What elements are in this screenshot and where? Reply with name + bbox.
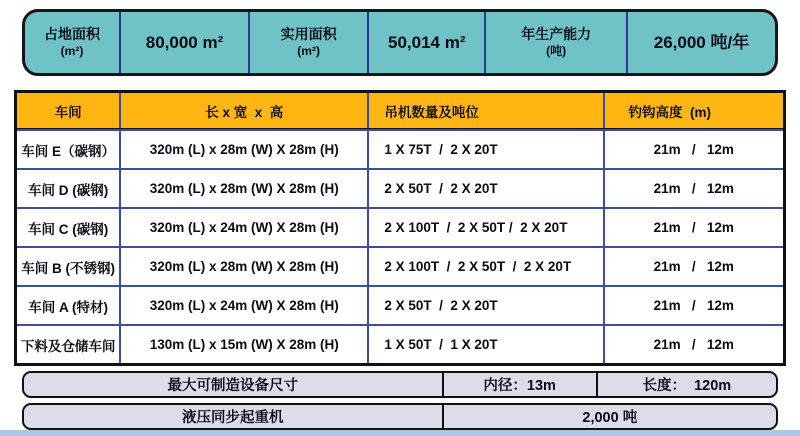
stat-label-annual-capacity [486,12,628,73]
header-cranes: 吊机数量及吨位 [369,93,604,128]
table-row [17,129,783,168]
workshop-dimensions: 320m (L) x 24m (W) X 28m (H) [121,209,369,246]
table-row [17,246,783,285]
workshop-cranes: 2 X 100T / 2 X 50T / 2 X 20T [369,209,604,246]
workshop-name: 车间 C (碳钢) [17,209,121,246]
table-row [17,207,783,246]
stat-label-line1: 实用面积 [280,26,337,43]
workshop-cranes: 1 X 75T / 2 X 20T [369,131,604,168]
workshop-name: 车间 A (特材) [17,287,121,324]
header-workshop: 车间 [17,93,121,128]
workshop-cranes: 2 X 50T / 2 X 20T [369,287,604,324]
workshop-dimensions: 320m (L) x 28m (W) X 28m (H) [121,248,369,285]
workshop-dimensions: 320m (L) x 28m (W) X 28m (H) [121,131,369,168]
stat-label-site-area [25,12,121,73]
stat-value: 80,000 m² [145,32,224,52]
stat-value: 50,014 m² [388,32,466,52]
header-dimensions: 长 x 宽 x 高 [121,93,369,128]
workshop-name: 车间 B (不锈钢) [17,248,121,285]
workshop-cranes: 2 X 50T / 2 X 20T [369,170,604,207]
stat-label-usable-area [250,12,369,73]
stat-value-usable-area [369,12,486,73]
workshop-dimensions: 130m (L) x 15m (W) X 28m (H) [121,326,369,363]
max-equipment-bar [22,371,778,398]
table-row [17,324,783,363]
workshop-dimensions: 320m (L) x 24m (W) X 28m (H) [121,287,369,324]
site-stats-band [22,9,778,76]
stat-value: 26,000 吨/年 [653,32,750,52]
table-row [17,168,783,207]
hydraulic-crane-capacity: 2,000 吨 [582,410,638,426]
table-header-row [17,93,783,129]
stat-label-line1: 占地面积 [44,26,100,43]
workshop-hook-height: 21m / 12m [653,142,734,157]
stat-value-annual-capacity [628,12,775,73]
workshop-hook-height: 21m / 12m [653,337,734,352]
workshop-name: 车间 D (碳钢) [17,170,121,207]
stat-label-line2: (m²) [60,43,84,58]
header-hook-height: 钓钩高度 (m) [628,104,711,120]
max-equipment-inner-diameter: 内径：13m [444,373,598,396]
workshop-cranes: 2 X 100T / 2 X 50T / 2 X 20T [369,248,604,285]
workshop-name: 下料及仓储车间 [17,326,121,363]
workshop-cranes: 1 X 50T / 1 X 20T [369,326,604,363]
workshop-hook-height: 21m / 12m [653,298,734,313]
workshop-hook-height: 21m / 12m [653,259,734,274]
workshop-name: 车间 E（碳钢） [17,131,121,168]
max-equipment-label: 最大可制造设备尺寸 [24,373,444,396]
table-row [17,285,783,324]
stat-value-site-area [121,12,250,73]
bottom-accent-strip [0,430,800,436]
workshop-hook-height: 21m / 12m [653,181,734,196]
workshop-dimensions: 320m (L) x 28m (W) X 28m (H) [121,170,369,207]
hydraulic-crane-label: 液压同步起重机 [24,405,444,428]
stat-label-line1: 年生产能力 [521,26,592,43]
max-equipment-length: 长度： 120m [642,378,732,394]
stat-label-line2: (吨) [546,43,567,58]
hydraulic-crane-bar [22,403,778,430]
workshop-hook-height: 21m / 12m [653,220,734,235]
stat-label-line2: (m²) [297,43,320,58]
workshop-table [14,90,786,366]
